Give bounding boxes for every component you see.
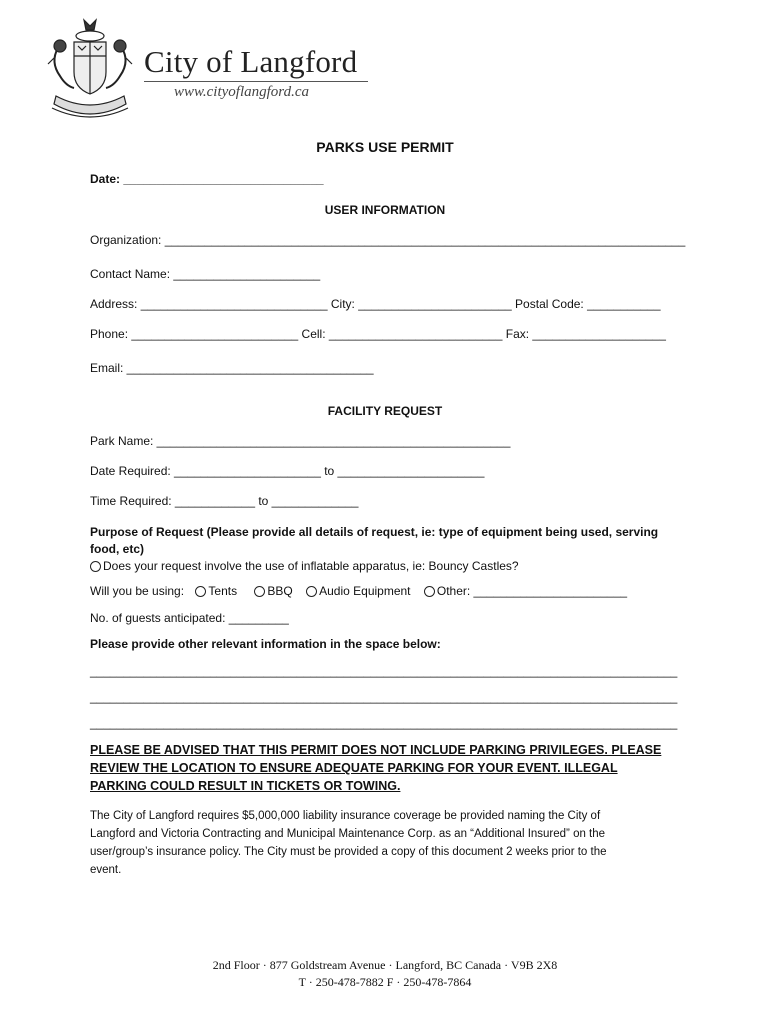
footer-address: 2nd Floor · 877 Goldstream Avenue · Langford, BC Canada · V9B 2X8 <box>212 958 558 972</box>
website-link[interactable]: www.cityoflangford.ca <box>174 84 309 100</box>
address-city-postal-fields[interactable]: Address: ____________________________ City: _______________________ Postal Code: ___________ <box>90 297 661 311</box>
parking-notice-line3: PARKING COULD RESULT IN TICKETS OR TOWING. <box>90 779 401 793</box>
form-title: PARKS USE PERMIT <box>316 139 454 155</box>
parking-notice-line1: PLEASE BE ADVISED THAT THIS PERMIT DOES NOT INCLUDE PARKING PRIVILEGES. PLEASE <box>90 743 662 757</box>
guests-field[interactable]: No. of guests anticipated: _________ <box>90 611 289 625</box>
park-name-field[interactable]: Park Name: _____________________________________________________ <box>90 434 511 448</box>
other-radio[interactable] <box>424 586 435 597</box>
contact-name-field[interactable]: Contact Name: ______________________ <box>90 267 321 281</box>
insurance-text-line1: The City of Langford requires $5,000,000 liability insurance coverage be provided naming the City of <box>90 810 601 822</box>
inflatable-question-text: Does your request involve the use of inflatable apparatus, ie: Bouncy Castles? <box>103 559 519 573</box>
audio-label: Audio Equipment <box>319 584 411 598</box>
date-required-field[interactable]: Date Required: ______________________ to ______________________ <box>90 464 485 478</box>
inflatable-radio[interactable] <box>90 561 101 572</box>
facility-request-heading: FACILITY REQUEST <box>327 404 443 418</box>
equipment-options-row <box>90 584 627 598</box>
phone-cell-fax-fields[interactable]: Phone: _________________________ Cell: __________________________ Fax: ____________________ <box>90 327 666 341</box>
tents-radio[interactable] <box>195 586 206 597</box>
date-field[interactable]: Date: ______________________________ <box>90 172 324 186</box>
purpose-label-line2: food, etc) <box>90 542 144 556</box>
option-tents[interactable] <box>195 584 237 598</box>
insurance-text-line2: Langford and Victoria Contracting and Municipal Maintenance Corp. as an “Additional Insured” on the <box>90 828 606 840</box>
purpose-label-line1: Purpose of Request (Please provide all details of request, ie: type of equipment being used, serving <box>90 525 659 539</box>
city-name-wordmark: City of Langford <box>144 44 358 79</box>
inflatable-question <box>90 559 519 573</box>
option-audio-equipment[interactable] <box>306 584 410 598</box>
parking-notice-line2: REVIEW THE LOCATION TO ENSURE ADEQUATE PARKING FOR YOUR EVENT. ILLEGAL <box>90 761 618 775</box>
using-label: Will you be using: <box>90 584 185 598</box>
footer-phones: T · 250-478-7882 F · 250-478-7864 <box>298 975 472 989</box>
other-label: Other: _______________________ <box>436 584 628 598</box>
tents-label: Tents <box>208 584 238 598</box>
coat-of-arms-logo <box>44 18 136 122</box>
other-info-label: Please provide other relevant information in the space below: <box>90 637 441 651</box>
organization-field[interactable]: Organization: ______________________________________________________________________________ <box>90 233 686 247</box>
wordmark-divider <box>144 81 368 82</box>
user-information-heading: USER INFORMATION <box>324 203 446 217</box>
other-info-line-1[interactable]: ________________________________________________________________________________________ <box>90 664 678 678</box>
other-info-line-2[interactable]: ________________________________________________________________________________________ <box>90 690 678 704</box>
insurance-text-line4: event. <box>90 864 122 876</box>
bbq-radio[interactable] <box>254 586 265 597</box>
bbq-label: BBQ <box>267 584 293 598</box>
option-bbq[interactable] <box>254 584 292 598</box>
insurance-text-line3: user/group’s insurance policy. The City must be provided a copy of this document 2 weeks prior to the <box>90 846 607 858</box>
time-required-field[interactable]: Time Required: ____________ to _____________ <box>90 494 359 508</box>
option-other[interactable] <box>424 584 627 598</box>
audio-radio[interactable] <box>306 586 317 597</box>
other-info-line-3[interactable]: ________________________________________________________________________________________ <box>90 716 678 730</box>
email-field[interactable]: Email: _____________________________________ <box>90 361 374 375</box>
